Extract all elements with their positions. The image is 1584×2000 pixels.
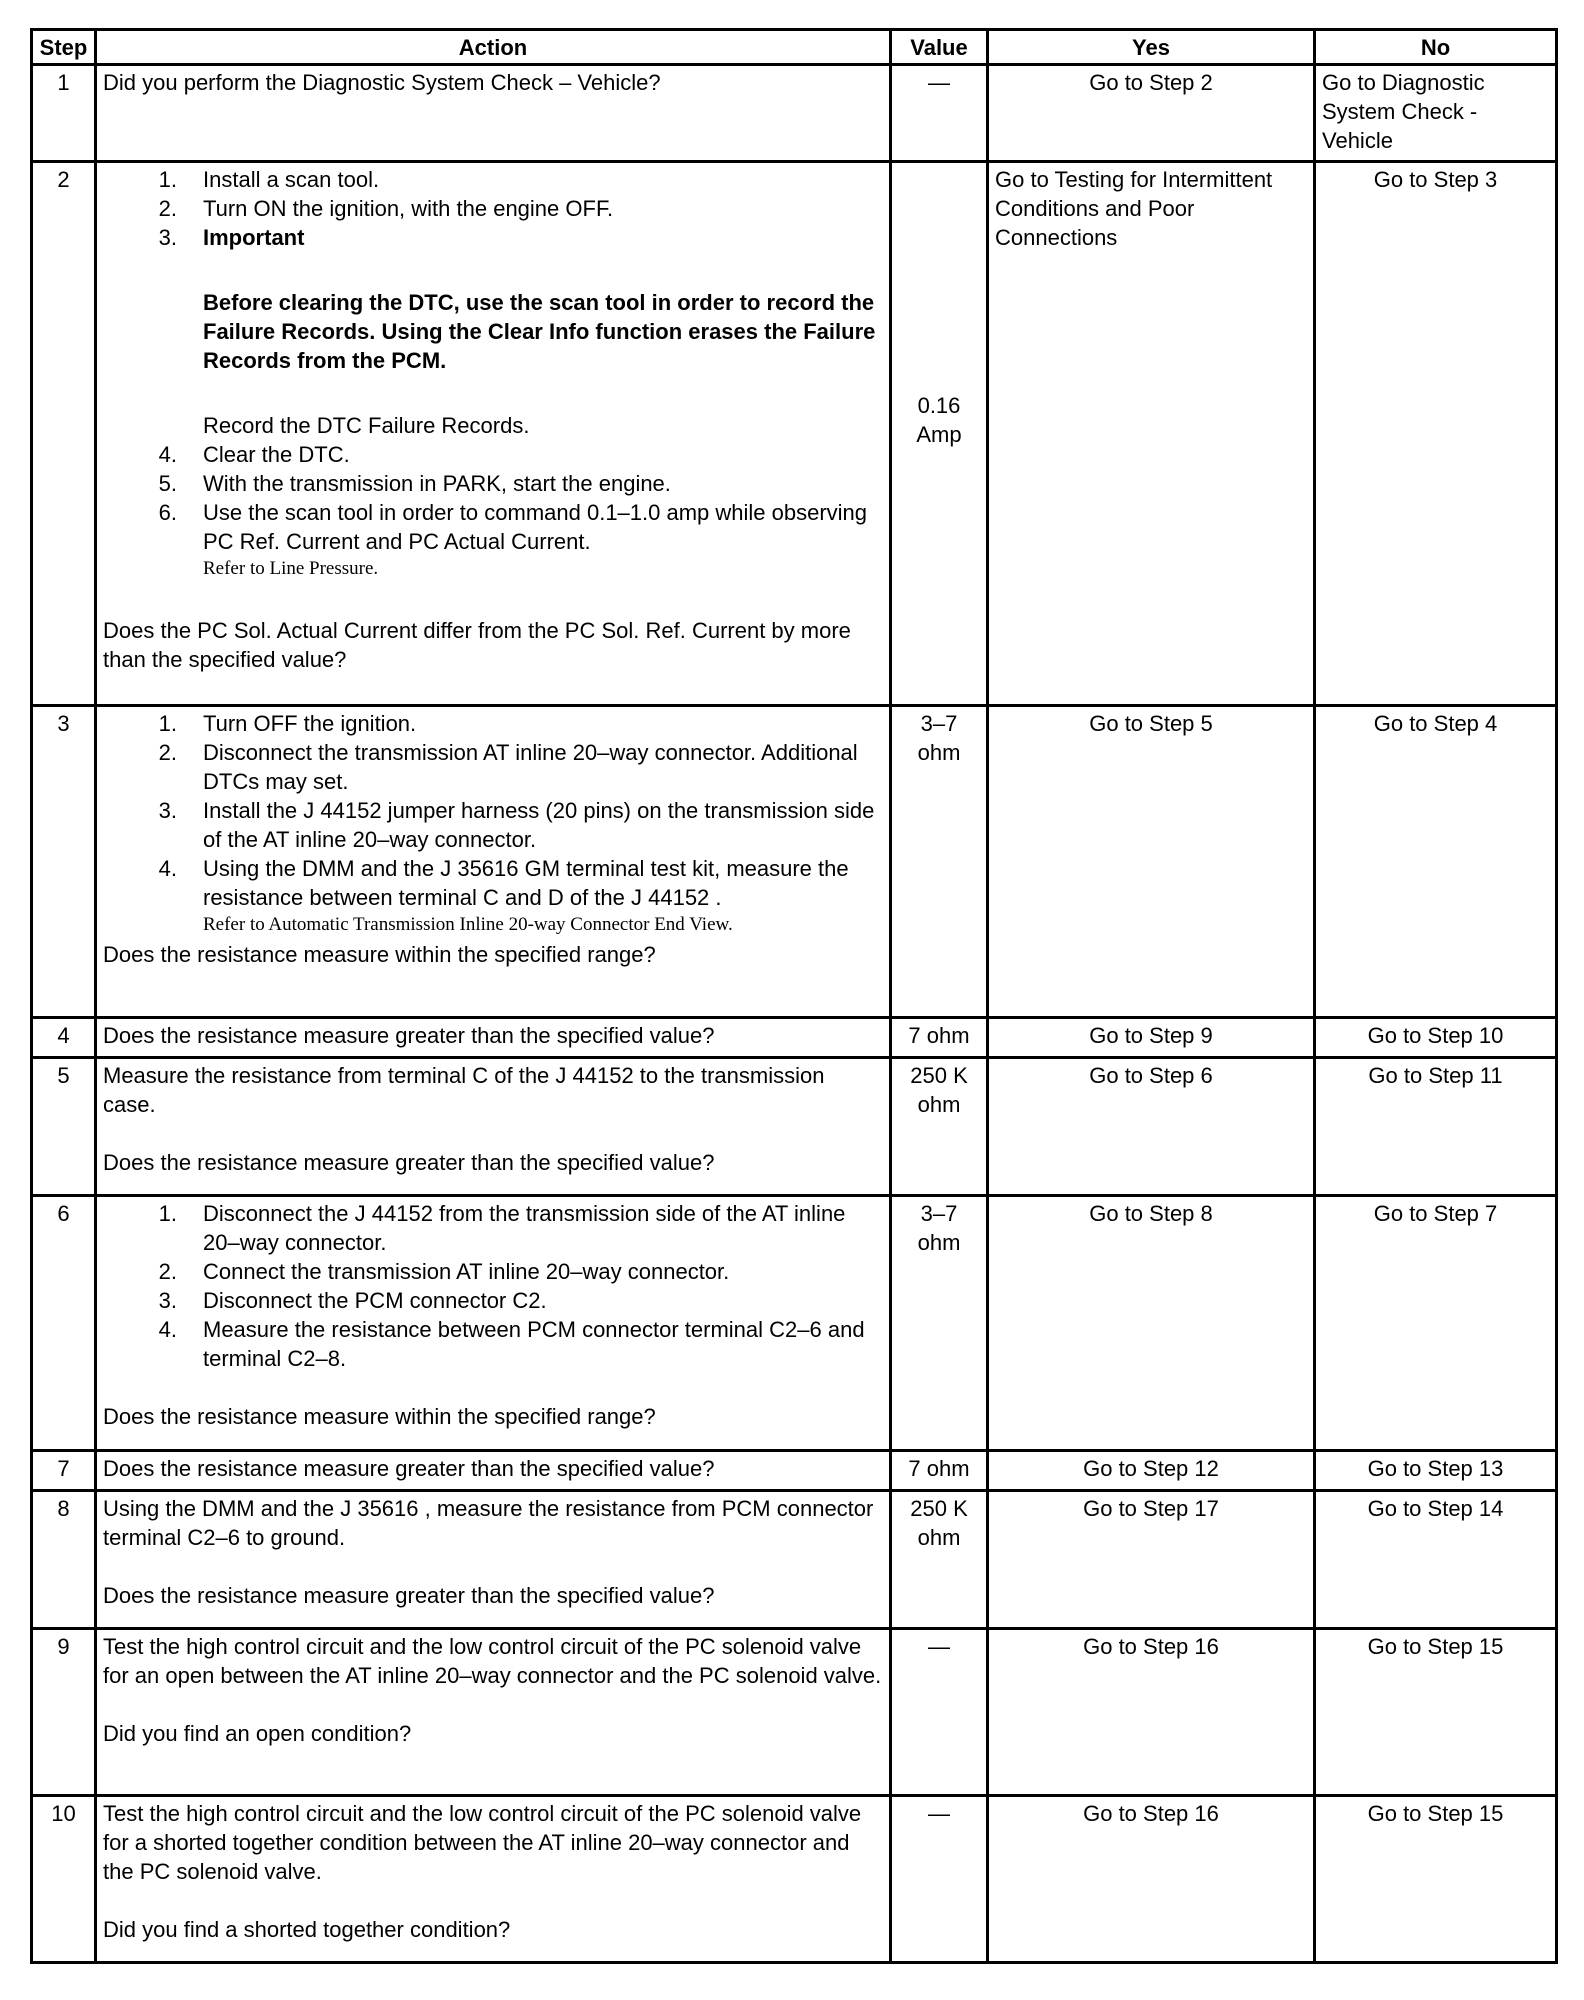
no-cell: Go to Step 4 (1315, 706, 1557, 1018)
step-number: 3 (32, 706, 96, 1018)
procedure-item: 1. Disconnect the J 44152 from the transmission side of the AT inline 20–way connector. (158, 1201, 846, 1255)
reference-link[interactable]: Refer to Line Pressure. (203, 558, 379, 579)
action-cell (96, 706, 891, 1018)
value-cell: 0.16 Amp (891, 162, 988, 706)
procedure-item: 3. Install the J 44152 jumper harness (20 pins) on the transmission side of the AT inline 20–way connector. (158, 798, 875, 852)
no-cell: Go to Step 7 (1315, 1196, 1557, 1451)
table-row-step-8 (32, 1491, 1557, 1629)
action-text: Using the DMM and the J 35616 , measure the resistance from PCM connector terminal C2–6 to ground. (103, 1496, 874, 1550)
important-title: Important (203, 225, 305, 250)
action-text: Measure the resistance from terminal C of the J 44152 to the transmission case. (103, 1063, 825, 1117)
table-row-step-2 (32, 162, 1557, 706)
procedure-item: 4. Clear the DTC. (158, 442, 350, 467)
no-cell: Go to Diagnostic System Check - Vehicle (1315, 65, 1557, 162)
procedure-item: 2. Turn ON the ignition, with the engine OFF. (158, 196, 614, 221)
header-yes: Yes (988, 30, 1315, 65)
reference-link[interactable]: Refer to Automatic Transmission Inline 20-way Connector End View. (203, 914, 733, 935)
value-cell: — (891, 1796, 988, 1963)
question-text: Does the resistance measure greater than the specified value? (96, 1018, 891, 1058)
yes-cell: Go to Testing for Intermittent Conditions and Poor Connections (988, 162, 1315, 706)
header-no: No (1315, 30, 1557, 65)
procedure-item: 4. Measure the resistance between PCM connector terminal C2–6 and terminal C2–8. (158, 1317, 865, 1371)
question-text: Did you find a shorted together condition? (103, 1917, 511, 1942)
yes-cell: Go to Step 12 (988, 1451, 1315, 1491)
table-row-step-7 (32, 1451, 1557, 1491)
table-row-step-6 (32, 1196, 1557, 1451)
procedure-item: 3. Disconnect the PCM connector C2. (158, 1288, 547, 1313)
table-row-step-3 (32, 706, 1557, 1018)
value-cell: 250 K ohm (891, 1058, 988, 1196)
question-text: Does the resistance measure within the specified range? (103, 942, 656, 967)
diagnostic-table (30, 28, 1558, 1964)
table-row-step-1 (32, 65, 1557, 162)
procedure-item: 4. Using the DMM and the J 35616 GM terminal test kit, measure the resistance between terminal C and D of the J 44152 . Refer to Automatic Transmission Inline 20-way Connector End View. (143, 854, 883, 938)
no-cell: Go to Step 3 (1315, 162, 1557, 706)
yes-cell: Go to Step 17 (988, 1491, 1315, 1629)
procedure-subtext: Record the DTC Failure Records. (203, 413, 530, 438)
action-text: Test the high control circuit and the low control circuit of the PC solenoid valve for a shorted together condition between the AT inline 20–way connector and the PC solenoid valve. (103, 1801, 862, 1884)
action-cell (96, 1796, 891, 1963)
step-number: 1 (32, 65, 96, 162)
table-row-step-9 (32, 1629, 1557, 1796)
action-cell (96, 1629, 891, 1796)
question-text: Does the resistance measure greater than the specified value? (103, 1150, 715, 1175)
table-row-step-5 (32, 1058, 1557, 1196)
no-cell: Go to Step 15 (1315, 1796, 1557, 1963)
procedure-item: 5. With the transmission in PARK, start the engine. (158, 471, 671, 496)
question-text: Did you find an open condition? (103, 1721, 412, 1746)
table-row-step-10 (32, 1796, 1557, 1963)
no-cell: Go to Step 11 (1315, 1058, 1557, 1196)
action-cell (96, 162, 891, 706)
value-cell: — (891, 65, 988, 162)
question-text: Does the resistance measure greater than the specified value? (96, 1451, 891, 1491)
question-text: Did you perform the Diagnostic System Check – Vehicle? (103, 70, 661, 95)
value-cell: 3–7 ohm (891, 706, 988, 1018)
procedure-item: 2. Connect the transmission AT inline 20–way connector. (158, 1259, 730, 1284)
procedure-item: 2. Disconnect the transmission AT inline 20–way connector. Additional DTCs may set. (158, 740, 858, 794)
step-number: 7 (32, 1451, 96, 1491)
value-cell: 250 K ohm (891, 1491, 988, 1629)
yes-cell: Go to Step 6 (988, 1058, 1315, 1196)
yes-cell: Go to Step 8 (988, 1196, 1315, 1451)
step-number: 8 (32, 1491, 96, 1629)
step-number: 10 (32, 1796, 96, 1963)
yes-cell: Go to Step 16 (988, 1629, 1315, 1796)
action-cell (96, 65, 891, 162)
procedure-item: 3. Important Before clearing the DTC, use the scan tool in order to record the Failure Records. Using the Clear Info function erases the Failure Records from the PCM. Record the DTC Failure Records. (143, 223, 883, 440)
action-text: Test the high control circuit and the low control circuit of the PC solenoid valve for an open between the AT inline 20–way connector and the PC solenoid valve. (103, 1634, 882, 1688)
header-value: Value (891, 30, 988, 65)
step-number: 5 (32, 1058, 96, 1196)
step-number: 4 (32, 1018, 96, 1058)
no-cell: Go to Step 10 (1315, 1018, 1557, 1058)
procedure-item: 6. Use the scan tool in order to command 0.1–1.0 amp while observing PC Ref. Current and PC Actual Current. Refer to Line Pressure. (143, 498, 883, 582)
step-number: 2 (32, 162, 96, 706)
procedure-item: 1. Turn OFF the ignition. (158, 711, 417, 736)
yes-cell: Go to Step 5 (988, 706, 1315, 1018)
value-cell: 7 ohm (891, 1018, 988, 1058)
question-text: Does the resistance measure greater than the specified value? (103, 1583, 715, 1608)
value-cell: 7 ohm (891, 1451, 988, 1491)
yes-cell: Go to Step 2 (988, 65, 1315, 162)
value-cell: — (891, 1629, 988, 1796)
action-cell (96, 1196, 891, 1451)
step-number: 6 (32, 1196, 96, 1451)
yes-cell: Go to Step 9 (988, 1018, 1315, 1058)
action-cell (96, 1491, 891, 1629)
question-text: Does the resistance measure within the specified range? (103, 1404, 656, 1429)
header-step: Step (32, 30, 96, 65)
no-cell: Go to Step 15 (1315, 1629, 1557, 1796)
important-note: Before clearing the DTC, use the scan tool in order to record the Failure Records. Using the Clear Info function erases the Failure Records from the PCM. (203, 290, 876, 373)
value-cell: 3–7 ohm (891, 1196, 988, 1451)
yes-cell: Go to Step 16 (988, 1796, 1315, 1963)
header-action: Action (96, 30, 891, 65)
no-cell: Go to Step 13 (1315, 1451, 1557, 1491)
procedure-list (143, 709, 883, 938)
step-number: 9 (32, 1629, 96, 1796)
table-row-step-4 (32, 1018, 1557, 1058)
action-cell (96, 1058, 891, 1196)
procedure-list (143, 1199, 883, 1373)
procedure-item: 1. Install a scan tool. (158, 167, 380, 192)
no-cell: Go to Step 14 (1315, 1491, 1557, 1629)
procedure-list (143, 165, 883, 582)
header-row (32, 30, 1557, 65)
question-text: Does the PC Sol. Actual Current differ from the PC Sol. Ref. Current by more than the specified value? (103, 618, 851, 672)
